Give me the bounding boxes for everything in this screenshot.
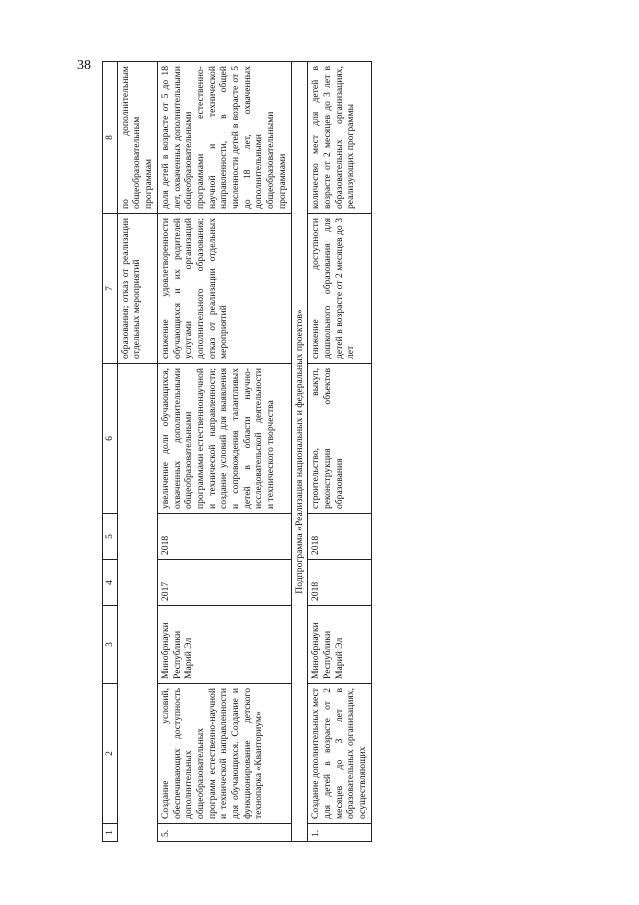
row-executor: Минобрнауки Республики Марий Эл <box>157 606 291 684</box>
row-end-year: 2018 <box>157 514 291 560</box>
col-num: 6 <box>103 364 118 514</box>
col-num: 8 <box>103 62 118 214</box>
row-indicators: доля детей в возрасте от 5 до 18 лет, охваченных дополнительными общеобразовательными программами естественно-научной и технической направленности, в общей численности детей в возрасте от 5 до 18 лет, охваченных дополнительными общеобразовательными программами <box>157 62 291 214</box>
continuation-col7: образования; отказ от реализации отдельных мероприятий <box>117 214 157 364</box>
col-num: 7 <box>103 214 118 364</box>
row-result: строительство, выкуп, реконструкция объектов образования <box>308 364 372 514</box>
row-consequences: снижение удовлетворенности обучающихся и их родителей услугами организаций дополнительного образования; отказ от реализации отдельных мероприятий <box>157 214 291 364</box>
row-end-year: 2018 <box>308 514 372 560</box>
row-indicators: количество мест для детей в возрасте от 2 месяцев до 3 лет в образовательных организациях, реализующих программы <box>308 62 372 214</box>
row-number: 1. <box>308 824 372 842</box>
row-executor: Минобрнауки Республики Марий Эл <box>308 606 372 684</box>
row-title: Создание дополнительных мест для детей в возрасте от 2 месяцев до 3 лет в образовательных организациях, осуществляющих <box>308 684 372 824</box>
table-row-1 <box>308 62 372 842</box>
continuation-col8: по дополнительным общеобразовательным программам <box>117 62 157 214</box>
row-start-year: 2017 <box>157 560 291 606</box>
row-start-year: 2018 <box>308 560 372 606</box>
col-num: 5 <box>103 514 118 560</box>
rotated-table-page <box>102 62 622 842</box>
table-row-5 <box>157 62 291 842</box>
row-number: 5. <box>157 824 291 842</box>
col-num: 2 <box>103 684 118 824</box>
continuation-row <box>117 62 157 842</box>
column-number-row <box>103 62 118 842</box>
program-table <box>102 61 372 842</box>
row-title: Создание условий, обеспечивающих доступность дополнительных общеобразовательных программ естественно-научной и технической направленности для обучающихся. Создание и функционирование детского технопарка «Кванториум» <box>157 684 291 824</box>
col-num: 1 <box>103 824 118 842</box>
col-num: 3 <box>103 606 118 684</box>
subprogram-row <box>291 62 308 842</box>
row-result: увеличение доли обучающихся, охваченных дополнительными общеобразовательными программами естественнонаучной и технической направленности; создание условий для выявления и сопровождения талантливых детей в области научно-исследовательской деятельности и технического творчества <box>157 364 291 514</box>
page-number: 38 <box>77 58 91 73</box>
subprogram-title: Подпрограмма «Реализация национальных и федеральных проектов» <box>291 62 308 842</box>
row-consequences: снижение доступности дошкольного образования для детей в возрасте от 2 месяцев до 3 лет <box>308 214 372 364</box>
col-num: 4 <box>103 560 118 606</box>
